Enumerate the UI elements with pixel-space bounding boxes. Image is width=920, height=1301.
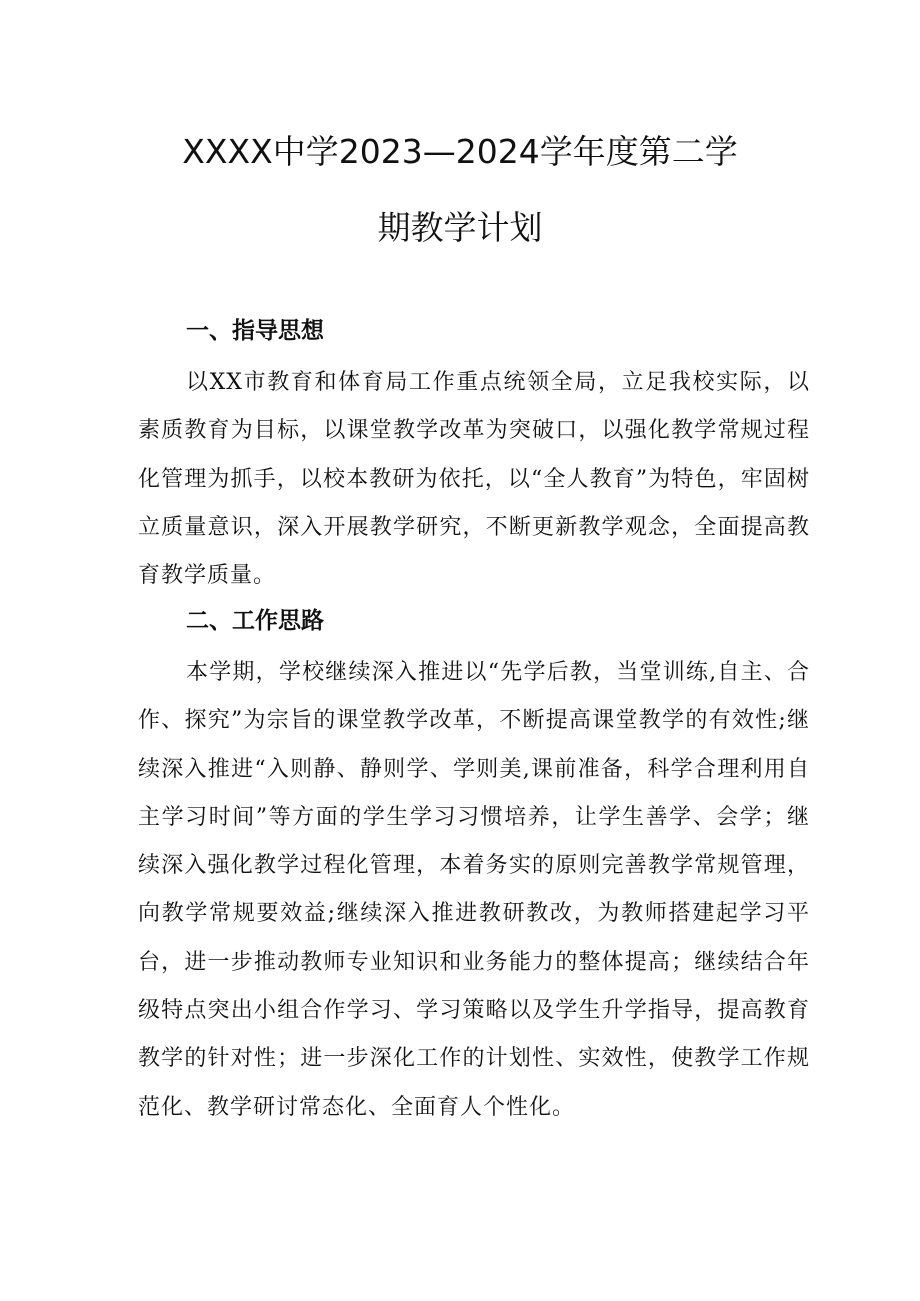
section-heading-work-approach: 二、工作思路 <box>186 608 324 634</box>
section-body-work-approach: 本学期，学校继续深入推进以“先学后教，当堂训练,自主、合作、探究”为宗旨的课堂教学改革，不断提高课堂教学的有效性;继续深入推进“入则静、静则学、学则美,课前准备，科学合理利用自主学习时间”等方面的学生学习习惯培养，让学生善学、会学；继续深入强化教学过程化管理，本着务实的原则完善教学常规管理，向教学常规要效益;继续深入推进教研教改，为教师搭建起学习平台，进一步推动教师专业知识和业务能力的整体提高；继续结合年级特点突出小组合作学习、学习策略以及学生升学指导，提高教育教学的针对性；进一步深化工作的计划性、实效性，使教学工作规范化、教学研讨常态化、全面育人个性化。 <box>138 660 810 1120</box>
document-title-line-2: 期教学计划 <box>377 208 543 247</box>
document-title-line-1: XXXX中学2023—2024学年度第二学 <box>182 132 738 171</box>
section-heading-guiding-ideology: 一、指导思想 <box>186 318 324 344</box>
section-body-guiding-ideology: 以XX市教育和体育局工作重点统领全局，立足我校实际，以素质教育为目标，以课堂教学改革为突破口，以强化教学常规过程化管理为抓手，以校本教研为依托，以“全人教育”为特色，牢固树立质量意识，深入开展教学研究，不断更新教学观念，全面提高教育教学质量。 <box>138 370 810 589</box>
